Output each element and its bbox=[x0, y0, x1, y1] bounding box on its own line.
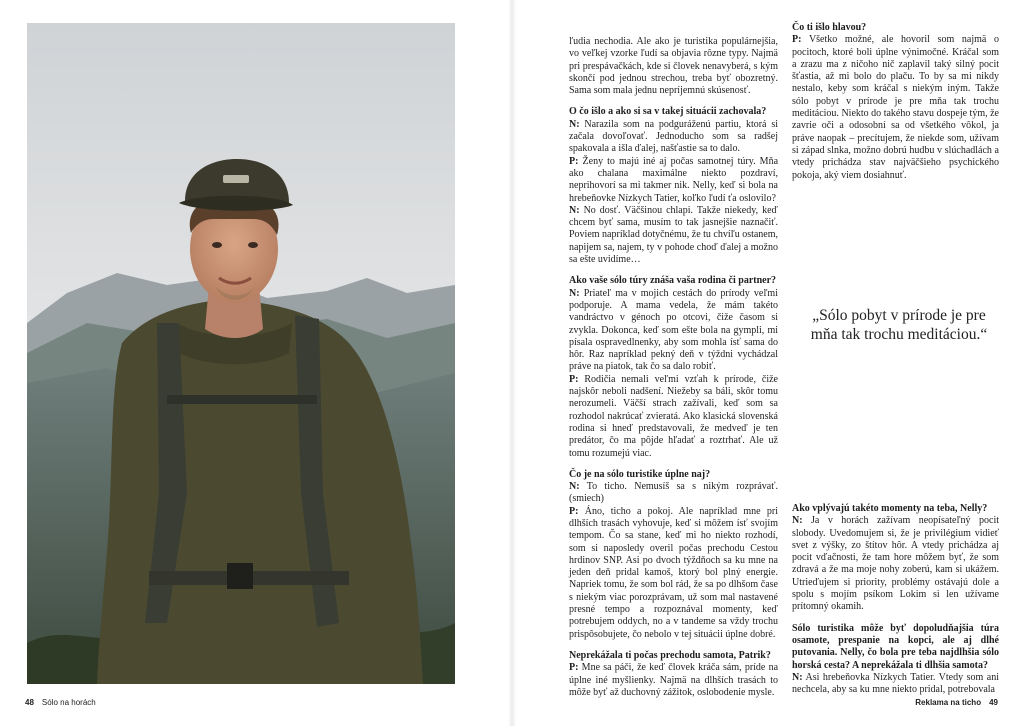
answer-text: Ženy to majú iné aj počas samotnej túry. Mňa ako chalana maximálne niekto pozdraví, neprihovorí sa mi takmer nik. Nelly, keď si bola na hrebeňovke Nízkych Tatier, koľko ľudí ťa oslovilo? bbox=[569, 155, 779, 204]
paragraph: ľudia nechodia. Ale ako je turistika populárnejšia, vo veľkej vzorke ľudí sa objavia rôzne typy. Najmä pri prespávačkách, kde si človek nenavyberá, s kým skončí pod jednou strechou, treba byť obozretný. Sama som mala jednu nepríjemnú skúsenosť. bbox=[569, 36, 778, 97]
interview-question: O čo išlo a ako si sa v takej situácii zachovala? bbox=[569, 106, 767, 118]
page-folio-left bbox=[25, 698, 96, 707]
speaker-label: P: bbox=[569, 155, 579, 167]
section-title: Reklama na ticho bbox=[915, 698, 982, 707]
answer bbox=[792, 515, 999, 613]
answer-text: No dosť. Väčšinou chlapi. Takže niekedy, keď chcem byť sama, musím to tak jasnejšie naznačiť. Poviem napríklad dotyčnému, že tu chvíľu ostanem, napijem sa, najem, ty v pohode choď ďalej a možno sa ešte uvidíme… bbox=[569, 204, 779, 266]
speaker-label: P: bbox=[569, 505, 579, 517]
answer-text: Asi hrebeňovka Nízkych Tatier. Vtedy som ani nechcela, aby sa ku mne niekto pridal, potrebovala bbox=[792, 671, 1000, 696]
answer-text: Ja v horách zažívam neopísateľný pocit slobody. Uvedomujem si, že je privilégium vidieť svet z výšky, zo štítov hôr. A vtedy prichádza aj pocit vďačnosti, že tam hore môžem byť, že som zdravá a že ma moje nohy zoberú, kam si ukážem. Utrieďujem si priority, problémy ostávajú dole a spolu s mojím psíkom Lokim si len užívame prítomný okamih. bbox=[792, 515, 1000, 613]
speaker-label: N: bbox=[792, 671, 803, 683]
speaker-label: N: bbox=[792, 515, 803, 527]
answer bbox=[792, 34, 999, 182]
text-column-1 bbox=[569, 36, 778, 699]
page-number: 48 bbox=[25, 698, 34, 707]
answer bbox=[792, 672, 999, 697]
interview-question: Neprekážala ti počas prechodu samota, Patrik? bbox=[569, 649, 771, 661]
answer bbox=[569, 662, 778, 699]
page-folio-right bbox=[915, 698, 998, 707]
answer bbox=[569, 506, 778, 641]
answer bbox=[569, 288, 778, 374]
answer bbox=[569, 481, 778, 506]
interview-question: Ako vaše sólo túry znáša vaša rodina či partner? bbox=[569, 275, 777, 287]
page-number: 49 bbox=[989, 698, 998, 707]
speaker-label: N: bbox=[569, 118, 580, 130]
answer-text: Priateľ ma v mojich cestách do prírody veľmi podporuje. A mama vedela, že mám takéto vandráctvo v génoch po otcovi, čiže časom si zvykla. Dokonca, keď som ešte bola na gympli, mi písala ospravedlnenky, aby som mohla ísť sama do hôr. Raz napríklad pekný deň v týždni vychádzal práve na piatok, tak čo sa dalo robiť. bbox=[569, 287, 778, 373]
answer bbox=[569, 156, 778, 205]
running-title: Sólo na horách bbox=[41, 698, 96, 707]
text-column-3 bbox=[792, 503, 999, 696]
answer-text: Všetko možné, ale hovoril som najmä o pocitoch, ktoré boli úplne výnimočné. Kráčal som a zrazu ma z ničoho nič zaplavil taký silný pocit šťastia, až mi bolo do plaču. To by sa mi nikdy nestalo, keby som kráčal s niekým iným. Takže sólo pobyt v prírode je pre mňa tak trochu meditáciou. Niekto do takého stavu dospeje tým, že zavrie oči a odosobní sa od všetkého vôkol, ja práve naopak – precítujem, že niekde som, užívam si západ slnka, možno dobrú hudbu v slúchadlách a vtedy prichádza stav najväčšieho psychického pokoja, aký viem dosiahnuť. bbox=[792, 34, 999, 181]
speaker-label: P: bbox=[569, 373, 579, 385]
interview-question: Sólo turistika môže byť dopoludňajšia túra osamote, prespanie na kopci, ale aj dlhé putovania. Nelly, čo bola pre teba najdlhšia sólo horská cesta? A neprekážala ti dlhšia samota? bbox=[792, 622, 999, 671]
text-column-2 bbox=[792, 22, 999, 182]
answer-text: To ticho. Nemusíš sa s nikým rozprávať. (smiech) bbox=[569, 481, 778, 505]
speaker-label: N: bbox=[569, 481, 580, 493]
hiker-portrait-photo bbox=[27, 23, 455, 684]
answer-text: Narazila som na podguráženú partiu, ktorá si začala dovoľovať. Jednoducho som sa radšej spakovala a išla ďalej, našťastie sa to dalo. bbox=[569, 118, 778, 155]
speaker-label: P: bbox=[569, 662, 579, 674]
speaker-label: P: bbox=[792, 34, 802, 46]
answer-text: Rodičia nemali veľmi vzťah k prírode, čiže najskôr neboli nadšení. Niežeby sa báli, skôr tomu nerozumeli. Väčší strach zažívali, keď som sa rozhodol nakrúcať zvieratá. Ako klasická slovenská rodina si hneď predstavovali, že medveď je ten predátor, čo ma pôjde hľadať a roztrhať. Ale už tomu rozumejú viac. bbox=[569, 373, 778, 459]
speaker-label: N: bbox=[569, 287, 580, 299]
answer bbox=[569, 119, 778, 156]
answer-text: Áno, ticho a pokoj. Ale napríklad mne pri dlhších trasách vyhovuje, keď si môžem ísť svojím tempom. Čo sa stane, keď mi ho niekto rozhodí, som si naposledy overil počas prechodu Cestou hrdinov SNP. Asi po dvoch týždňoch sa ku mne na jeden deň pridal kamoš, ktorý bol plný energie. Napriek tomu, že som bol rád, že sa po dlhšom čase s niekým viac porozprávam, už som mal nastavené presné tempo a rozpoznával momenty, keď potrebujem oddych, no a v tandeme sa vždy trochu prispôsobujete, čo nebolo v tej situácii úplne dobré. bbox=[569, 505, 778, 640]
interview-question: Ako vplývajú takéto momenty na teba, Nelly? bbox=[792, 503, 988, 514]
speaker-label: N: bbox=[569, 204, 580, 216]
interview-question: Čo je na sólo turistike úplne naj? bbox=[569, 468, 711, 480]
interview-question: Čo ti išlo hlavou? bbox=[792, 22, 867, 33]
answer bbox=[569, 374, 778, 460]
answer-text: Mne sa páči, že keď človek kráča sám, príde na úplne iné myšlienky. Najmä na dlhších trasách to môže byť až duchovný zážitok, oslobodenie mysle. bbox=[569, 662, 779, 698]
answer bbox=[569, 205, 778, 266]
pull-quote: „Sólo pobyt v prírode je pre mňa tak trochu meditáciou.“ bbox=[810, 307, 988, 343]
